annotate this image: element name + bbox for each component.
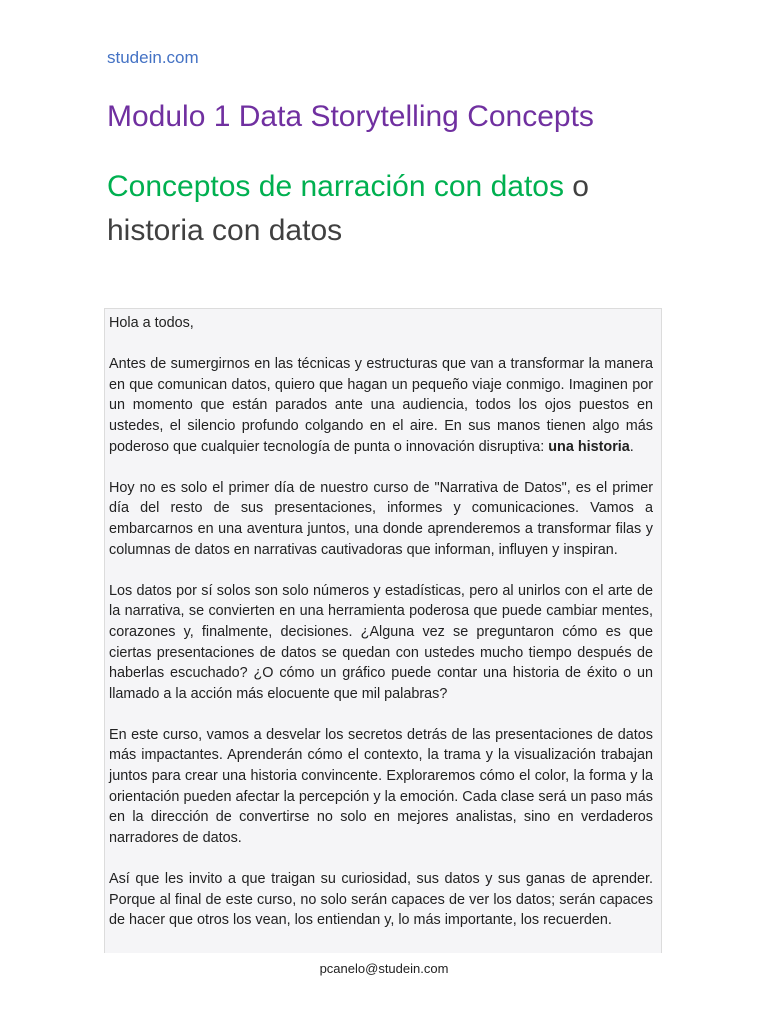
page-title: Modulo 1 Data Storytelling Concepts bbox=[107, 100, 594, 133]
subtitle-rest: o historia con datos bbox=[107, 170, 589, 247]
letter-paragraph-3: Los datos por sí solos son solo números y estadísticas, pero al unirlos con el arte de la narrativa, se convierten en una herramienta poderosa que puede cambiar mentes, corazones y, finalmente, decisiones. ¿Alguna vez se preguntaron cómo es que ciertas presentaciones de datos se quedan con ustedes mucho tiempo después de haberlas escuchado? ¿O cómo un gráfico puede contar una historia de éxito o un llamado a la acción más elocuente que mil palabras? bbox=[109, 582, 653, 702]
letter-box bbox=[104, 308, 662, 953]
footer-email: pcanelo@studein.com bbox=[319, 961, 449, 976]
site-link[interactable]: studein.com bbox=[107, 48, 199, 67]
letter-greeting: Hola a todos, bbox=[109, 315, 194, 331]
paragraph-1-end: . bbox=[629, 438, 634, 455]
page-subtitle bbox=[107, 165, 667, 253]
paragraph-1-bold: una historia bbox=[548, 438, 630, 455]
letter-paragraph-2: Hoy no es solo el primer día de nuestro curso de "Narrativa de Datos", es el primer día del resto de sus presentaciones, informes y comunicaciones. Vamos a embarcarnos en una aventura juntos, una donde aprenderemos a transformar filas y columnas de datos en narrativas cautivadoras que informan, influyen y inspiran. bbox=[109, 479, 653, 558]
letter-paragraph-4: En este curso, vamos a desvelar los secretos detrás de las presentaciones de datos más impactantes. Aprenderán cómo el contexto, la trama y la visualización trabajan juntos para crear una historia convincente. Exploraremos cómo el color, la forma y la orientación pueden afectar la percepción y la emoción. Cada clase será un paso más en la dirección de convertirse no solo en mejores analistas, sino en verdaderos narradores de datos. bbox=[109, 726, 653, 846]
paragraph-1-text: Antes de sumergirnos en las técnicas y estructuras que van a transformar la manera en que comunican datos, quiero que hagan un pequeño viaje conmigo. Imaginen por un momento que están parados ante una audiencia, todos los ojos puestos en ustedes, el silencio profundo colgando en el aire. En sus manos tienen algo más poderoso que cualquier tecnología de punta o innovación disruptiva: bbox=[109, 356, 653, 455]
letter-paragraph-1 bbox=[109, 354, 653, 457]
subtitle-highlight: Conceptos de narración con datos bbox=[107, 170, 564, 203]
letter-paragraph-5: Así que les invito a que traigan su curiosidad, sus datos y sus ganas de aprender. Porque al final de este curso, no solo serán capaces de ver los datos; serán capaces de hacer que otros los vean, los entiendan y, lo más importante, los recuerden. bbox=[109, 871, 653, 929]
